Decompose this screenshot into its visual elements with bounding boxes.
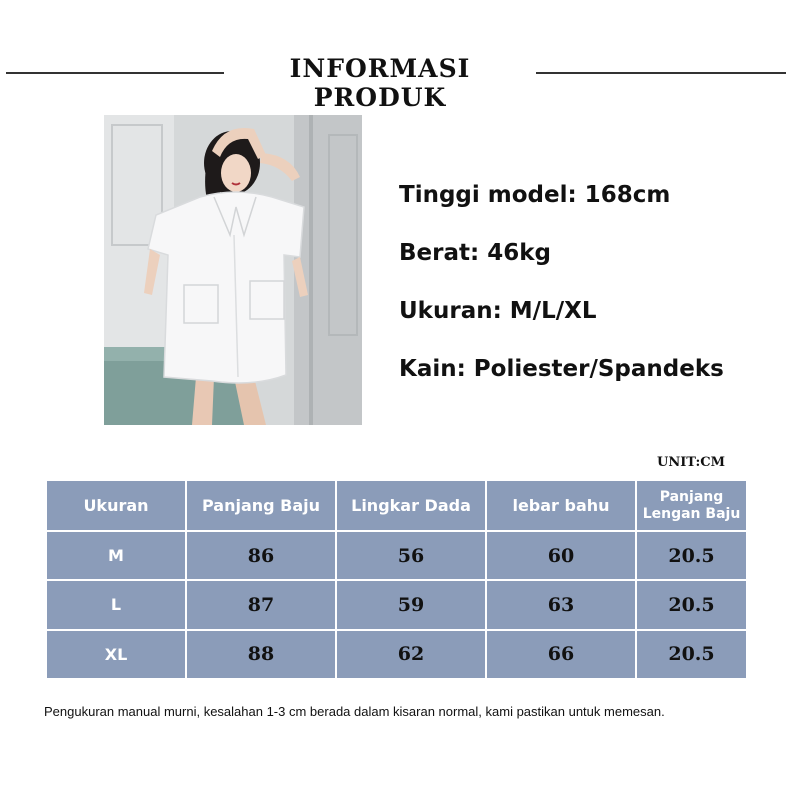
size-chart-table	[45, 479, 748, 680]
size-cell: XL	[46, 630, 186, 679]
size-cell: M	[46, 531, 186, 580]
lingkar-dada-cell: 62	[336, 630, 486, 679]
table-row	[46, 580, 747, 629]
lingkar-dada-cell: 59	[336, 580, 486, 629]
panjang-baju-cell: 87	[186, 580, 336, 629]
panjang-baju-cell: 86	[186, 531, 336, 580]
header-lebar-bahu: lebar bahu	[486, 480, 636, 531]
header-panjang-lengan-baju: Panjang Lengan Baju	[636, 480, 747, 531]
title-divider-right	[536, 72, 786, 74]
lebar-bahu-cell: 60	[486, 531, 636, 580]
header-panjang-baju: Panjang Baju	[186, 480, 336, 531]
table-row	[46, 630, 747, 679]
unit-label: UNIT:CM	[657, 455, 726, 470]
model-photo	[104, 115, 362, 425]
header-lingkar-dada: Lingkar Dada	[336, 480, 486, 531]
header-ukuran: Ukuran	[46, 480, 186, 531]
size-cell: L	[46, 580, 186, 629]
panjang-lengan-cell: 20.5	[636, 531, 747, 580]
lebar-bahu-cell: 63	[486, 580, 636, 629]
page-title: INFORMASI PRODUK	[289, 54, 471, 112]
model-height-text: Tinggi model: 168cm	[399, 182, 671, 208]
lebar-bahu-cell: 66	[486, 630, 636, 679]
panjang-lengan-cell: 20.5	[636, 580, 747, 629]
fabric-text: Kain: Poliester/Spandeks	[399, 356, 724, 382]
panjang-lengan-cell: 20.5	[636, 630, 747, 679]
panjang-baju-cell: 88	[186, 630, 336, 679]
title-row	[0, 50, 790, 112]
lingkar-dada-cell: 56	[336, 531, 486, 580]
title-divider-left	[6, 72, 224, 74]
size-options-text: Ukuran: M/L/XL	[399, 298, 597, 324]
model-photo-illustration	[104, 115, 362, 425]
table-header-row	[46, 480, 747, 531]
table-row	[46, 531, 747, 580]
model-weight-text: Berat: 46kg	[399, 240, 551, 266]
measurement-note: Pengukuran manual murni, kesalahan 1-3 cm berada dalam kisaran normal, kami pastikan untuk memesan.	[44, 704, 665, 719]
